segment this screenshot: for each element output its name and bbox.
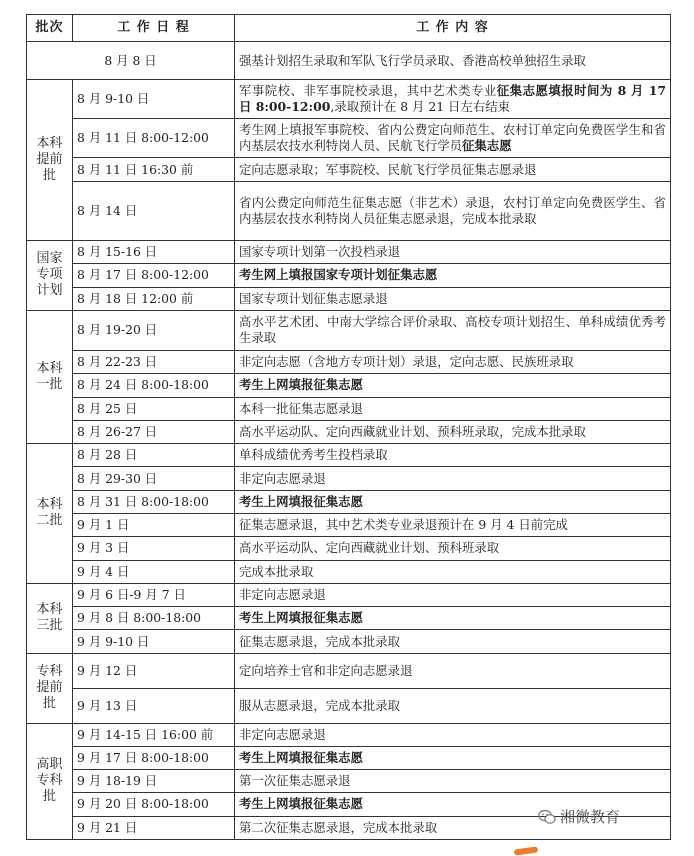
table-row — [27, 374, 671, 397]
content-text: 强基计划招生录取和军队飞行学员录取、香港高校单独招生录取 — [239, 52, 586, 68]
content-cell — [235, 181, 671, 240]
content-cell — [235, 688, 671, 723]
content-bold-text: 考生网上填报国家专项计划征集志愿 — [239, 267, 438, 283]
date-cell: 9 月 14-15 日 16:00 前 — [73, 723, 235, 746]
date-cell: 8 月 25 日 — [73, 397, 235, 420]
date-cell: 9 月 20 日 8:00-18:00 — [73, 793, 235, 816]
table-row — [27, 746, 671, 769]
table-row — [27, 397, 671, 420]
content-bold-text: 考生上网填报征集志愿 — [239, 796, 363, 812]
table-row — [27, 560, 671, 583]
content-text: 第一次征集志愿录退 — [239, 773, 351, 789]
batch-cell: 本科三批 — [27, 583, 73, 653]
content-cell — [235, 119, 671, 158]
table-row — [27, 467, 671, 490]
date-cell: 8 月 22-23 日 — [73, 351, 235, 374]
content-cell — [235, 630, 671, 653]
table-row — [27, 490, 671, 513]
watermark-text: 湘微教育 — [560, 808, 621, 826]
batch-cell: 国家专项计划 — [27, 240, 73, 310]
content-cell — [235, 287, 671, 310]
date-cell: 8 月 24 日 8:00-18:00 — [73, 374, 235, 397]
content-cell — [235, 537, 671, 560]
content-cell — [235, 583, 671, 606]
table-row — [27, 240, 671, 263]
content-text: 国家专项计划征集志愿录退 — [239, 290, 388, 306]
date-cell: 9 月 3 日 — [73, 537, 235, 560]
table-row — [27, 42, 671, 80]
date-cell: 9 月 17 日 8:00-18:00 — [73, 746, 235, 769]
content-text: 非定向志愿录退 — [239, 726, 326, 742]
content-text: 征集志愿录退，完成本批录取 — [239, 633, 401, 649]
table-row — [27, 653, 671, 688]
content-text: 高水平艺术团、中南大学综合评价录取、高校专项计划招生、单科成绩优秀考生录取 — [239, 314, 666, 346]
content-bold-text: 征集志愿 — [462, 138, 512, 154]
table-row — [27, 688, 671, 723]
watermark — [538, 806, 620, 827]
content-cell — [235, 374, 671, 397]
table-row — [27, 310, 671, 350]
date-cell: 8 月 29-30 日 — [73, 467, 235, 490]
content-text: 服从志愿录退，完成本批录取 — [239, 697, 401, 713]
content-cell — [235, 310, 671, 350]
batch-cell: 本科提前批 — [27, 80, 73, 241]
content-cell — [235, 444, 671, 467]
date-cell: 8 月 28 日 — [73, 444, 235, 467]
content-text: 征集志愿录退，其中艺术类专业录退预计在 9 月 4 日前完成 — [239, 517, 568, 533]
content-bold-text: 考生上网填报征集志愿 — [239, 493, 363, 509]
content-text: 高水平运动队、定向西藏就业计划、预科班录取，完成本批录取 — [239, 423, 586, 439]
content-bold-text: 考生上网填报征集志愿 — [239, 610, 363, 626]
decorative-mark — [514, 846, 539, 855]
table-row — [27, 264, 671, 287]
content-cell — [235, 420, 671, 443]
table-row — [27, 287, 671, 310]
content-cell — [235, 240, 671, 263]
date-cell: 9 月 4 日 — [73, 560, 235, 583]
date-cell: 8 月 14 日 — [73, 181, 235, 240]
content-cell — [235, 264, 671, 287]
date-cell: 8 月 19-20 日 — [73, 310, 235, 350]
content-bold-text: 考生上网填报征集志愿 — [239, 749, 363, 765]
date-cell: 9 月 21 日 — [73, 816, 235, 839]
date-cell: 8 月 15-16 日 — [73, 240, 235, 263]
content-cell — [235, 397, 671, 420]
date-cell: 8 月 11 日 16:30 前 — [73, 158, 235, 181]
date-cell: 9 月 6 日-9 月 7 日 — [73, 583, 235, 606]
content-text: 非定向志愿录退 — [239, 470, 326, 486]
content-bold-text: 征集志愿填报时间为 8 月 17 日 8:00-12:00 — [239, 83, 666, 115]
date-cell: 9 月 12 日 — [73, 653, 235, 688]
batch-cell: 高职专科批 — [27, 723, 73, 840]
content-cell — [235, 746, 671, 769]
table-row — [27, 351, 671, 374]
content-text: 完成本批录取 — [239, 563, 314, 579]
table-row — [27, 80, 671, 119]
content-cell — [235, 607, 671, 630]
content-text: 军事院校、非军事院校录退，其中艺术类专业 — [239, 83, 497, 99]
batch-cell: 专科提前批 — [27, 653, 73, 723]
content-cell — [235, 723, 671, 746]
date-cell: 9 月 8 日 8:00-18:00 — [73, 607, 235, 630]
content-text: 高水平运动队、定向西藏就业计划、预科班录取 — [239, 540, 500, 556]
table-row — [27, 513, 671, 536]
content-cell — [235, 490, 671, 513]
batch-cell: 本科二批 — [27, 444, 73, 584]
content-cell — [235, 560, 671, 583]
date-cell: 9 月 1 日 — [73, 513, 235, 536]
table-row — [27, 537, 671, 560]
table-row — [27, 181, 671, 240]
table-row — [27, 583, 671, 606]
content-text: 单科成绩优秀考生投档录取 — [239, 447, 388, 463]
table-row — [27, 770, 671, 793]
batch-cell: 本科一批 — [27, 310, 73, 443]
date-cell: 9 月 9-10 日 — [73, 630, 235, 653]
content-text: 定向培养士官和非定向志愿录退 — [239, 662, 413, 678]
table-row — [27, 607, 671, 630]
header-batch: 批次 — [27, 15, 73, 42]
content-cell — [235, 770, 671, 793]
table-row — [27, 444, 671, 467]
date-cell: 9 月 13 日 — [73, 688, 235, 723]
table-row — [27, 723, 671, 746]
content-cell — [235, 42, 671, 80]
date-cell: 8 月 17 日 8:00-12:00 — [73, 264, 235, 287]
content-text: 省内公费定向师范生征集志愿（非艺术）录退，农村订单定向免费医学生、省内基层农技水利特岗人员征集志愿录退，完成本批录取 — [239, 194, 666, 226]
date-cell: 8 月 9-10 日 — [73, 80, 235, 119]
content-text: 非定向志愿（含地方专项计划）录退，定向志愿、民族班录取 — [239, 354, 574, 370]
table-row — [27, 119, 671, 158]
admission-schedule-table — [26, 14, 671, 840]
content-bold-text: 考生上网填报征集志愿 — [239, 377, 363, 393]
table-row — [27, 420, 671, 443]
content-cell — [235, 467, 671, 490]
header-schedule: 工 作 日 程 — [73, 15, 235, 42]
table-row — [27, 158, 671, 181]
date-cell: 8 月 31 日 8:00-18:00 — [73, 490, 235, 513]
table-row — [27, 630, 671, 653]
content-text: 本科一批征集志愿录退 — [239, 400, 363, 416]
wechat-icon — [538, 809, 556, 825]
header-content: 工 作 内 容 — [235, 15, 671, 42]
content-text: 国家专项计划第一次投档录退 — [239, 244, 401, 260]
date-cell: 8 月 26-27 日 — [73, 420, 235, 443]
content-text: 考生网上填报军事院校、省内公费定向师范生、农村订单定向免费医学生和省内基层农技水利特岗人员、民航飞行学员 — [239, 122, 666, 154]
content-cell — [235, 158, 671, 181]
content-text: 定向志愿录取；军事院校、民航飞行学员征集志愿录退 — [239, 161, 537, 177]
content-cell — [235, 80, 671, 119]
content-text: 第二次征集志愿录退，完成本批录取 — [239, 819, 438, 835]
content-cell — [235, 653, 671, 688]
date-cell: 9 月 18-19 日 — [73, 770, 235, 793]
date-cell: 8 月 18 日 12:00 前 — [73, 287, 235, 310]
date-cell: 8 月 8 日 — [27, 42, 235, 80]
content-cell — [235, 513, 671, 536]
content-cell — [235, 351, 671, 374]
date-cell: 8 月 11 日 8:00-12:00 — [73, 119, 235, 158]
content-text: 非定向志愿录退 — [239, 586, 326, 602]
content-text: ,录取预计在 8 月 21 日左右结束 — [330, 99, 510, 115]
